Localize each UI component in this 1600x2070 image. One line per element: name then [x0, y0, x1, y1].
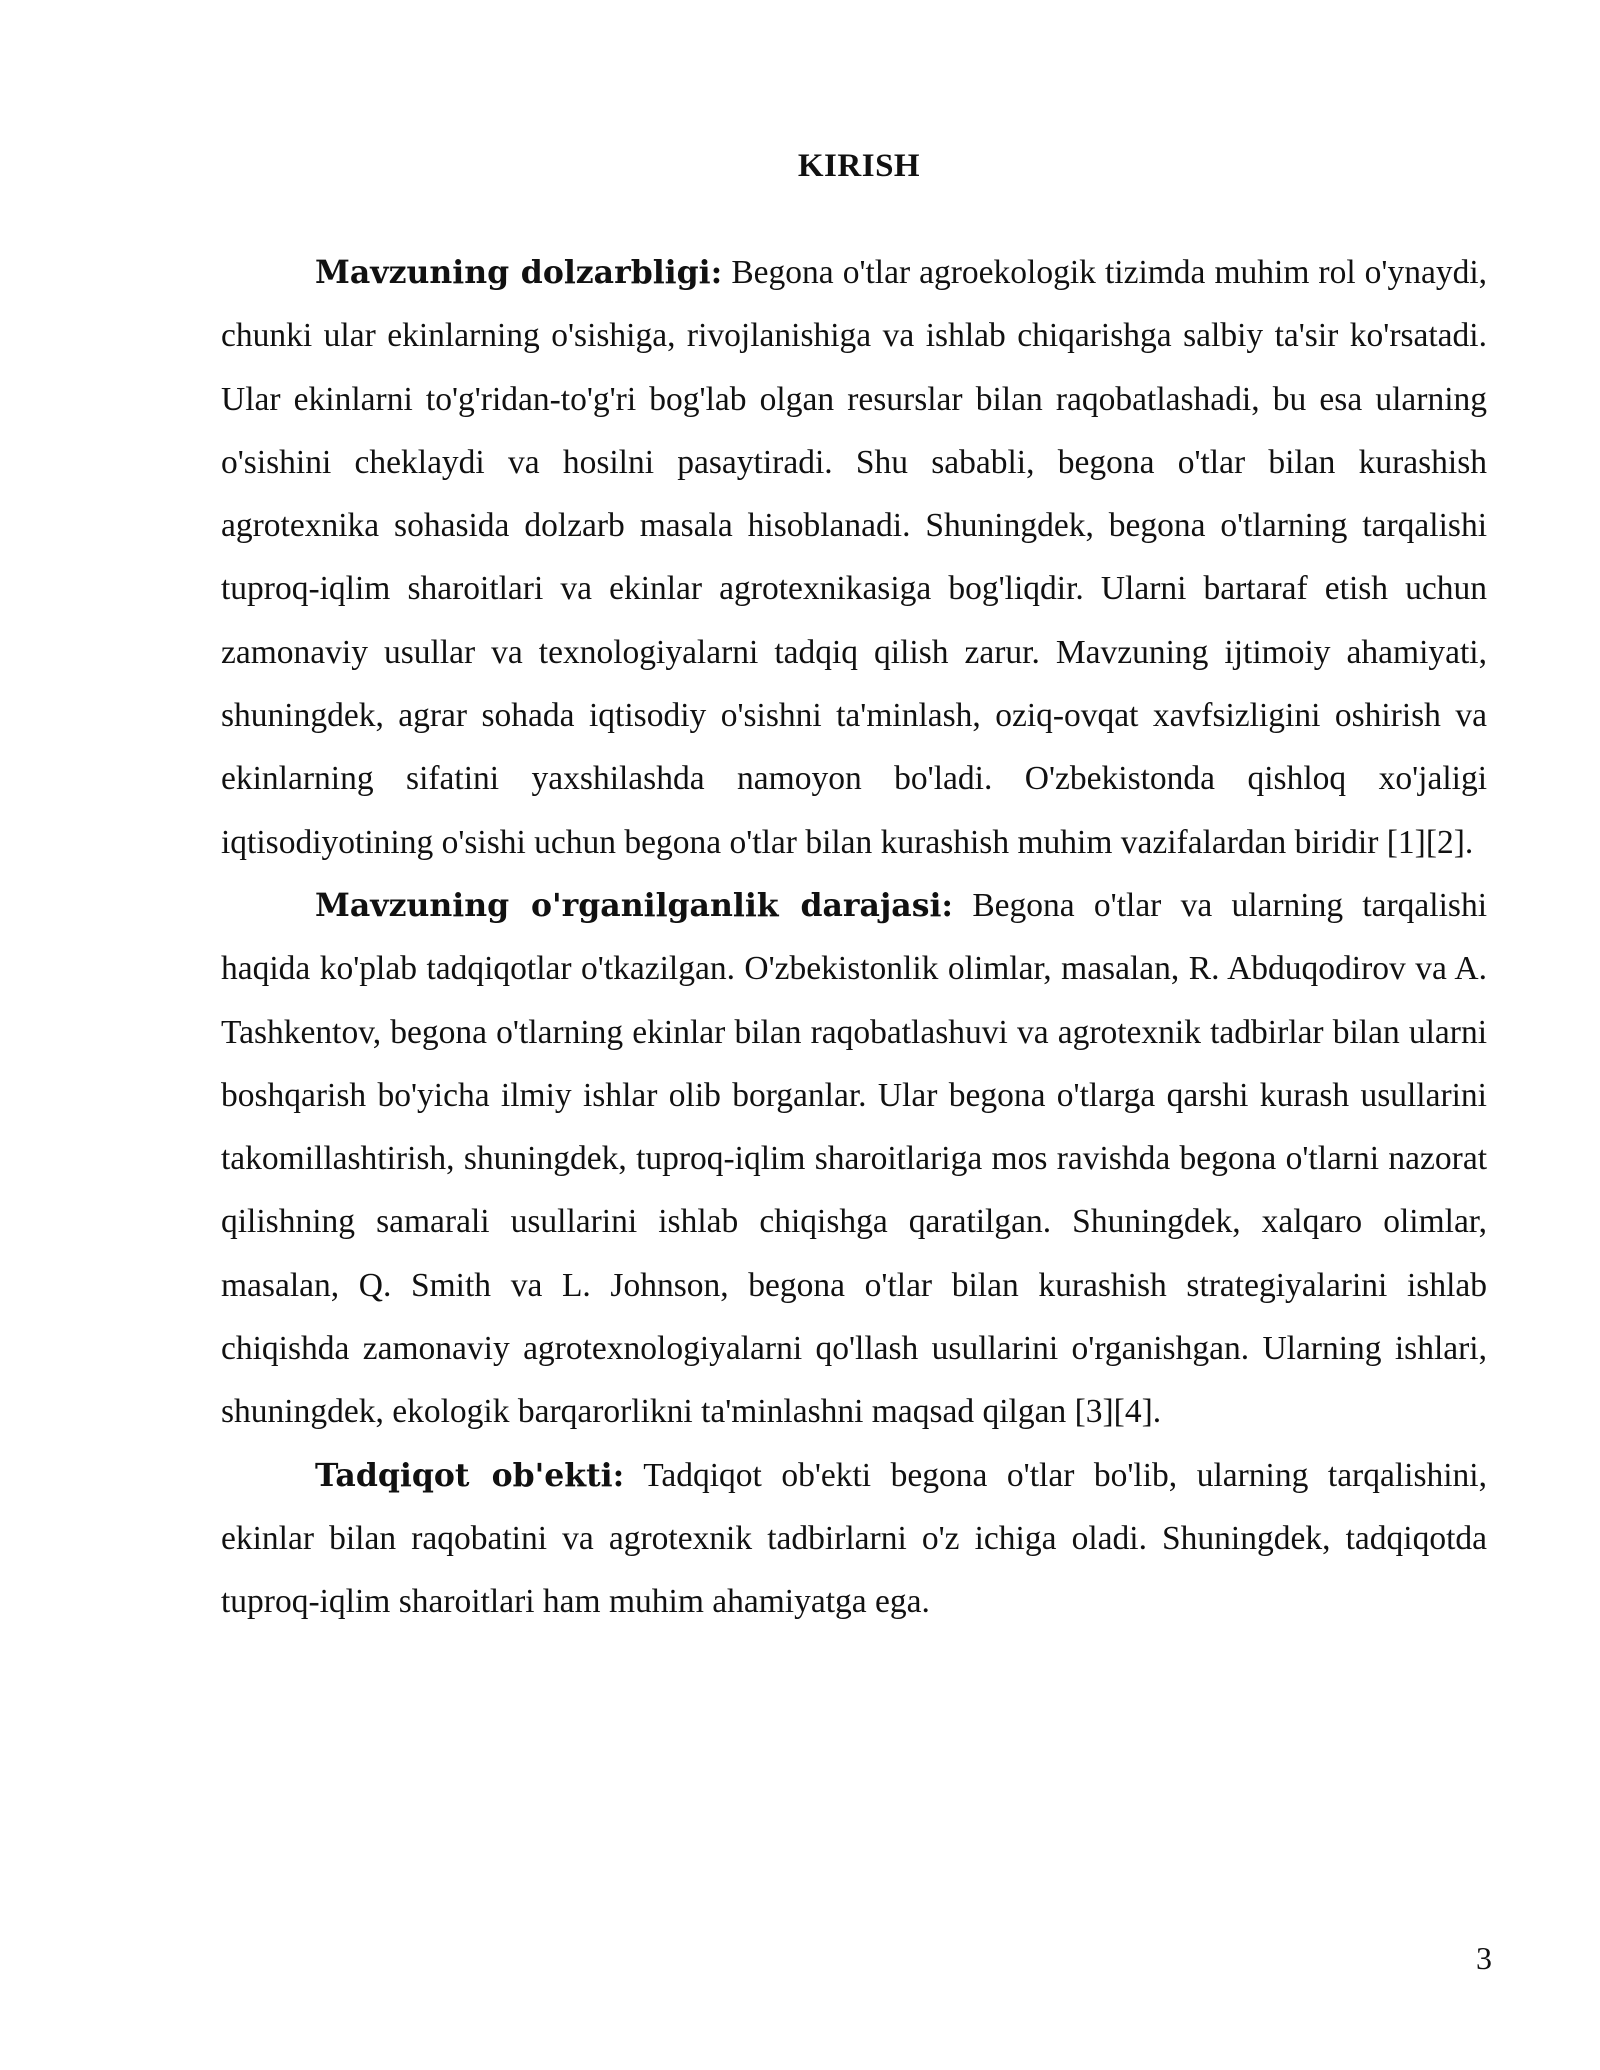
paragraph-text: Begona o'tlar agroekologik tizimda muhim rol o'ynaydi, chunki ular ekinlarning o'sishiga, rivojlanishiga va ishlab chiqarishga salbiy ta'sir ko'rsatadi. Ular ekinlarni to'g'ridan-to'g'ri bog'lab olgan resurslar bilan raqobatlashadi, bu esa ularning o'sishini cheklaydi va hosilni pasaytiradi. Shu sababli, begona o'tlar bilan kurashish agrotexnika sohasida dolzarb masala hisoblanadi. Shuningdek, begona o'tlarning tarqalishi tuproq-iqlim sharoitlari va ekinlar agrotexnikasiga bog'liqdir. Ularni bartaraf etish uchun zamonaviy usullar va texnologiyalarni tadqiq qilish zarur. Mavzuning ijtimoiy ahamiyati, shuningdek, agrar sohada iqtisodiy o'sishni ta'minlash, oziq-ovqat xavfsizligini oshirish va ekinlarning sifatini yaxshilashda namoyon bo'ladi. O'zbekistonda qishloq xo'jaligi iqtisodiyotining o'sishi uchun begona o'tlar bilan kurashish muhim vazifalardan biridir [1][2].	[221, 254, 1488, 861]
paragraph-research-object	[221, 1444, 1487, 1634]
paragraph-study-level	[221, 874, 1487, 1444]
paragraph-text: Begona o'tlar va ularning tarqalishi haqida ko'plab tadqiqotlar o'tkazilgan. O'zbekistonlik olimlar, masalan, R. Abduqodirov va A. Tashkentov, begona o'tlarning ekinlar bilan raqobatlashuvi va agrotexnik tadbirlar bilan ularni boshqarish bo'yicha ilmiy ishlar olib borganlar. Ular begona o'tlarga qarshi kurash usullarini takomillashtirish, shuningdek, tuproq-iqlim sharoitlariga mos ravishda begona o'tlarni nazorat qilishning samarali usullarini ishlab chiqishga qaratilgan. Shuningdek, xalqaro olimlar, masalan, Q. Smith va L. Johnson, begona o'tlar bilan kurashish strategiyalarini ishlab chiqishda zamonaviy agrotexnologiyalarni qo'llash usullarini o'rganishgan. Ularning ishlari, shuningdek, ekologik barqarorlikni ta'minlashni maqsad qilgan [3][4].	[221, 886, 1488, 1431]
page-title: KIRISH	[797, 148, 921, 184]
paragraph-text: Tadqiqot ob'ekti begona o'tlar bo'lib, ularning tarqalishini, ekinlar bilan raqobatini va agrotexnik tadbirlarni o'z ichiga oladi. Shuningdek, tadqiqotda tuproq-iqlim sharoitlari ham muhim ahamiyatga ega.	[221, 1456, 1487, 1621]
paragraph-relevance	[221, 241, 1487, 874]
paragraph-lead: Tadqiqot ob'ekti:	[315, 1456, 625, 1494]
paragraph-lead: Mavzuning dolzarbligi:	[315, 254, 723, 291]
page-number: 3	[1476, 1940, 1492, 1976]
body-text	[221, 241, 1487, 1634]
paragraph-lead: Mavzuning o'rganilganlik darajasi:	[315, 886, 954, 924]
